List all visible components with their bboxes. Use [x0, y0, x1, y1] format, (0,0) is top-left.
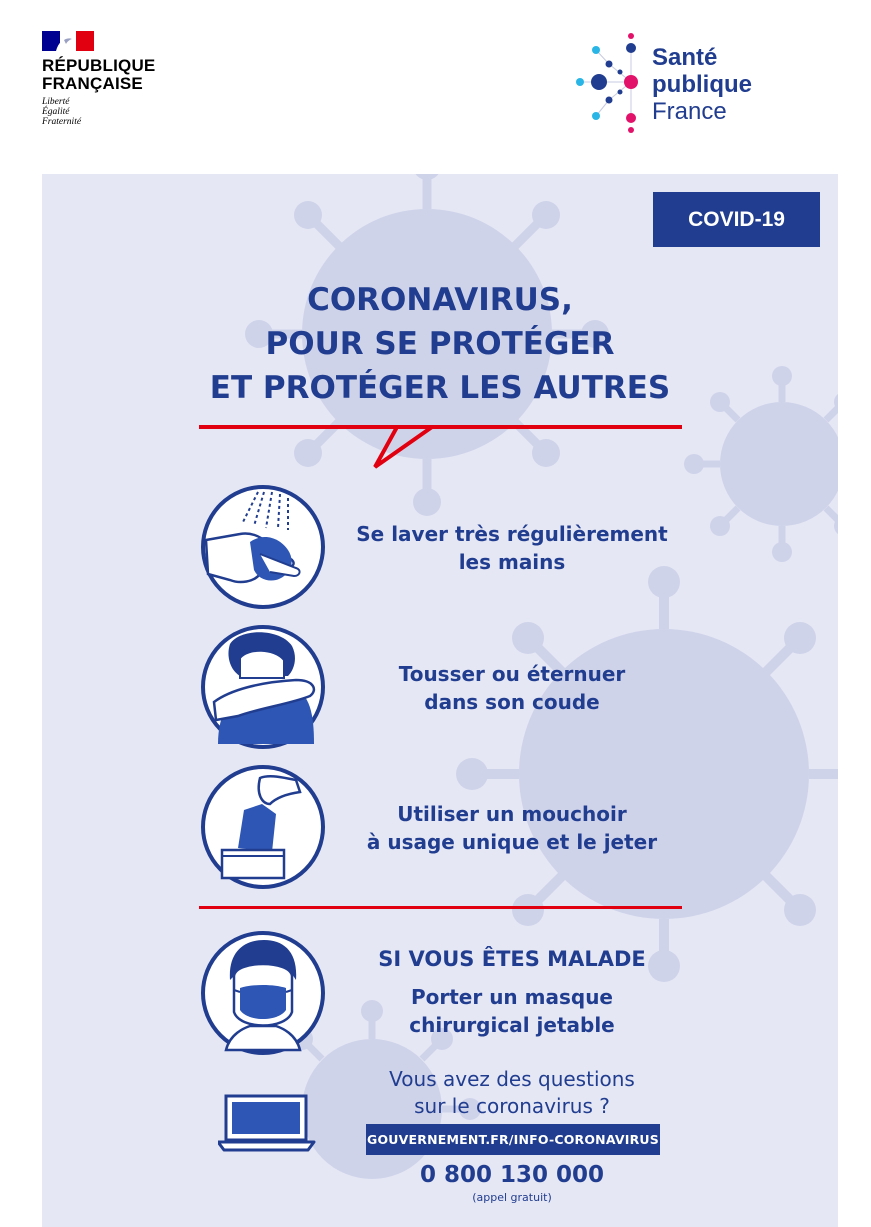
covid-poster — [42, 174, 838, 1227]
motto-fraternite: Fraternité — [42, 117, 82, 127]
gesture-wash-hands-text — [342, 520, 682, 576]
spf-publique: publique — [652, 71, 752, 98]
covid-19-badge: COVID-19 — [653, 192, 820, 247]
francaise-line: FRANÇAISE — [42, 74, 143, 93]
gesture-2-line-2: dans son coude — [424, 690, 600, 714]
hand-washing-icon — [200, 484, 326, 610]
speech-bubble-underline — [42, 414, 838, 474]
title-line-1: CORONAVIRUS, — [307, 282, 573, 318]
gesture-3-line-2: à usage unique et le jeter — [366, 830, 658, 854]
gesture-tissue-text — [342, 800, 682, 856]
spf-sante: Santé — [652, 44, 718, 71]
marianne-flag-icon — [42, 31, 94, 51]
republique-line: RÉPUBLIQUE — [42, 56, 156, 75]
mask-line-2: chirurgical jetable — [409, 1013, 615, 1037]
gesture-3-line-1: Utiliser un mouchoir — [397, 802, 627, 826]
surgical-mask-icon — [200, 930, 326, 1056]
questions-line-1: Vous avez des questions — [389, 1067, 635, 1091]
virus-shape — [456, 566, 838, 982]
sante-publique-france-wordmark — [652, 44, 752, 125]
republic-motto — [42, 97, 202, 127]
title-line-3: ET PROTÉGER LES AUTRES — [209, 370, 671, 406]
poster-title — [42, 278, 838, 410]
gesture-cough-elbow-text — [342, 660, 682, 716]
if-sick-heading: SI VOUS ÊTES MALADE — [378, 947, 646, 971]
free-call-note: (appel gratuit) — [472, 1191, 552, 1204]
hotline-phone-number[interactable]: 0 800 130 000 — [419, 1162, 605, 1188]
gesture-1-line-1: Se laver très régulièrement — [356, 522, 668, 546]
spf-france: France — [652, 98, 727, 125]
sante-publique-france-logo — [574, 28, 774, 140]
wear-mask-text — [362, 983, 662, 1039]
questions-line-2: sur le coronavirus ? — [414, 1094, 610, 1118]
section-divider — [199, 906, 682, 909]
republique-francaise-name — [42, 57, 202, 93]
title-line-2: POUR SE PROTÉGER — [265, 326, 615, 362]
laptop-icon — [218, 1094, 318, 1154]
republique-francaise-logo — [42, 31, 202, 127]
gesture-2-line-1: Tousser ou éternuer — [398, 662, 626, 686]
questions-text — [342, 1066, 682, 1120]
mask-line-1: Porter un masque — [410, 985, 613, 1009]
tissue-icon — [200, 764, 326, 890]
info-website-link[interactable]: GOUVERNEMENT.FR/INFO-CORONAVIRUS — [366, 1124, 660, 1155]
motto-egalite: Égalité — [42, 107, 70, 117]
gesture-1-line-2: les mains — [458, 550, 566, 574]
molecule-logo-icon — [574, 28, 650, 140]
elbow-cough-icon — [200, 624, 326, 750]
motto-liberte: Liberté — [42, 97, 70, 107]
